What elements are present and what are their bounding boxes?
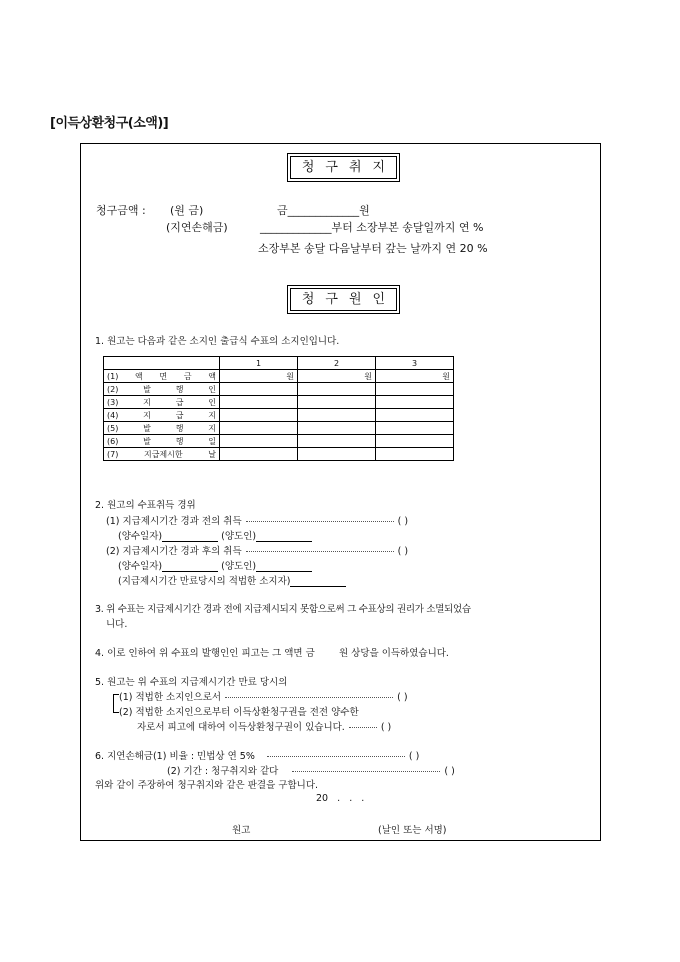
item-5-1 [119,689,408,703]
leader-dots [267,756,405,757]
row-label: (5) 발 행 지 [104,422,220,435]
table-header-cell [104,357,220,370]
table-row [104,370,454,383]
item-2-1-label: (1) 지급제시기간 경과 전의 취득 [106,516,242,527]
item-3-line-1: 3. 위 수표는 지급제시기간 경과 전에 지급제시되지 못함으로써 그 수표상의 권리가 소멸되었습 [95,604,471,615]
leader-dots [292,771,440,772]
checkbox-paren: ( ) [380,722,392,733]
item-2: 2. 원고의 수표취득 경위 [95,500,196,511]
table-cell [220,422,298,435]
table-cell [376,383,454,396]
claim-amount-label: 청구금액 : [96,204,146,217]
checkbox-paren: ( ) [397,692,408,703]
checkbox-paren: ( ) [397,546,409,557]
row-label: (6) 발 행 일 [104,435,220,448]
item-2-2-sub3 [118,573,346,587]
table-cell: 원 [220,370,298,383]
row-label: (1) 액 면 금 액 [104,370,220,383]
principal-label: (원 금) [170,204,204,217]
table-row [104,448,454,461]
item-6-2 [167,763,455,777]
checkbox-paren: ( ) [397,516,409,527]
table-cell [376,409,454,422]
table-cell [298,448,376,461]
table-row [104,409,454,422]
check-details-table [103,356,454,461]
table-cell [298,383,376,396]
item-5: 5. 원고는 위 수표의 지급제시기간 만료 당시의 [95,677,288,688]
item-6-2-label: (2) 기간 : 청구취지와 같다 [167,766,279,777]
plaintiff-label: 원고 [232,825,251,836]
acquisition-date-label: (양수일자) [118,561,163,572]
table-cell [376,422,454,435]
interest-label: (지연손해금) [166,221,228,234]
checkbox-paren: ( ) [408,751,420,762]
leader-dots [349,727,377,728]
table-header-cell: 3 [376,357,454,370]
blank-line [290,586,346,587]
leader-dots [246,551,394,552]
item-6-1 [95,748,419,762]
table-header-cell: 2 [298,357,376,370]
table-cell [220,448,298,461]
item-2-1-sub [118,528,312,542]
principal-value: 금_____________원 [277,204,370,217]
interest-line-2: 소장부본 송달 다음날부터 갚는 날까지 연 20 % [258,242,488,255]
interest-line-1: _____________부터 소장부본 송달일까지 연 % [260,221,484,234]
checkbox-paren: ( ) [444,766,455,777]
item-2-1 [106,513,408,527]
table-cell [220,396,298,409]
leader-dots [225,697,393,698]
item-6-1-label: 6. 지연손해금(1) 비율 : 민법상 연 5% [95,751,255,762]
table-cell [298,422,376,435]
table-cell: 원 [376,370,454,383]
claim-cause-header: 청구원인 [287,285,400,314]
item-4: 4. 이로 인하여 위 수표의 발행인인 피고는 그 액면 금 원 상당을 이득하였습니다. [95,648,449,659]
table-cell [376,396,454,409]
blank-line [256,541,312,542]
leader-dots [246,521,394,522]
transferor-label: (양도인) [221,531,257,542]
row-label: (2) 발 행 인 [104,383,220,396]
table-cell [376,435,454,448]
blank-line [256,571,312,572]
item-2-2 [106,543,408,557]
table-header-cell: 1 [220,357,298,370]
table-cell [220,435,298,448]
item-5-2-line-2 [137,719,391,733]
table-row [104,422,454,435]
signature-label: (날인 또는 서명) [378,825,447,836]
table-cell [220,383,298,396]
acquisition-date-label: (양수일자) [118,531,163,542]
document-title: [이득상환청구(소액)] [50,116,169,131]
table-cell [298,409,376,422]
item-5-1-label: (1) 적법한 소지인으로서 [119,692,222,703]
table-cell [298,396,376,409]
item-2-2-sub [118,558,312,572]
transferor-label: (양도인) [221,561,257,572]
table-row [104,396,454,409]
table-cell: 원 [298,370,376,383]
claim-purpose-header: 청구취지 [287,153,400,182]
item-1: 1. 원고는 다음과 같은 소지인 출급식 수표의 소지인입니다. [95,336,340,347]
table-cell [298,435,376,448]
item-3-line-2: 니다. [106,619,128,630]
item-5-2-line-1: (2) 적법한 소지인으로부터 이득상환청구권을 전전 양수한 [119,707,359,718]
table-cell [220,409,298,422]
table-cell [376,448,454,461]
blank-line [162,571,218,572]
item-5-2-label: 자로서 피고에 대하여 이득상환청구권이 있습니다. [137,722,345,733]
blank-line [162,541,218,542]
table-row [104,383,454,396]
row-label: (3) 지 급 인 [104,396,220,409]
item-2-2-label: (2) 지급제시기간 경과 후의 취득 [106,546,242,557]
lawful-holder-label: (지급제시기간 만료당시의 적법한 소지자) [118,576,291,587]
table-row [104,435,454,448]
closing-statement: 위와 같이 주장하여 청구취지와 같은 판결을 구합니다. [95,780,319,791]
row-label: (7) 지급제시한 날 [104,448,220,461]
table-header-row [104,357,454,370]
filing-date: 20 . . . [316,793,365,804]
row-label: (4) 지 급 지 [104,409,220,422]
